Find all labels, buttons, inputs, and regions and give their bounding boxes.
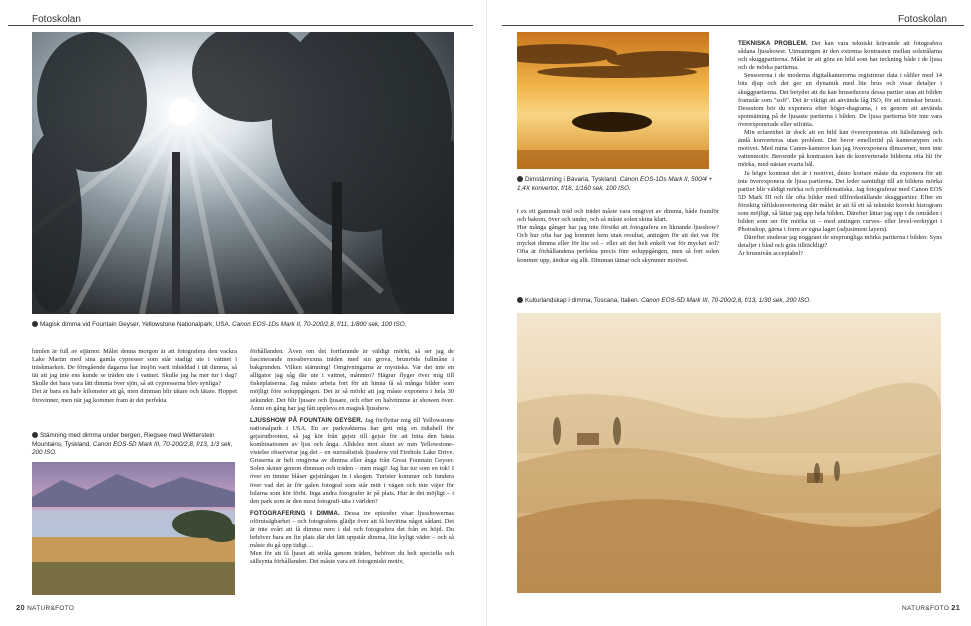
caption-forest: Magisk dimma vid Fountain Geyser, Yellowstone Nationalpark, USA. Canon EOS-1Ds Mark II, 70-200/2,8, f/11, 1/800 sek, 100 ISO. bbox=[32, 321, 462, 330]
bavaria-fog-photo bbox=[517, 32, 709, 169]
lake-mountains-photo bbox=[32, 462, 235, 595]
forest-sunburst-photo bbox=[32, 32, 454, 314]
magazine-name-left: NATUR&FOTO bbox=[27, 605, 75, 612]
right-col1-text: t ex ett gammalt träd och trädet måste vara omgivet av dimma, både framför och bakom, över och under, och så måste solen skina klart. Hur många gånger har jag inte försökt att fotografera en liknande ljusshow? Och hur ofta har jag kommit hem utan resultat, antingen för att det var för mycket dimma eller för lite sol – eller att det helt enkelt var för mycket sol? Ofta är förhållandena perfekta precis före soluppgången, men så fort solen kommer upp, ändrar sig allt. Dimman tätnar och skymmer motivet. bbox=[517, 208, 719, 264]
left-col2-text: förhållanden. Även om det fortfarande är väldigt mörkt, så ser jag de fascinerande mossbevuxna träden med sin grova, brunröda fullmåne i bakgrunden. Vilken stämning! Omgivningarna är mystiska. Var det inte en alligator jag såg där ute i vattnet, månntro? Hägrar flyger över mig till fiskeplatserna. Jag måste arbeta fort för att hinna få så många bilder som möjligt före soluppgången. Det är så mörkt att jag måste exponera i hela 30 sekunder. Det blir ljusare och ljusare, och efter en halvtimme är showen över. Ännu en gång har jag fått uppleva en magisk ljusshow. LJUSSHOW PÅ FOUNTAIN GEYSER. Jag förflyttar mig till Yellowstone nationalpark i USA. En av parkvakterna har gett mig en tidtabell för gejsirutbrotten, så jag kör från gejsir till gejsir för att hitta den bästa kombinationen av ljus och ånga. Alldeles mot slutet av min Yellowstone-vistelse observerar jag det – en surrealistisk ljusshow vid Firehole Lake Drive. Gruserna är helt omgivna av dimma eller ånga från Great Fountain Geyser. Solen skiner genom dimman och träden – men magi! Jag har tur som en tok! I över en timme blåser gejsirångan in i skogen. Turister kommer och fundera över vad det är för galen fotograf som står mitt i vägen och inte väjer för bilarna som kör förbi. Inga andra fotografer är på plats. Hur är det möjligt – i den park som är den mest fotografi-täta i världen? FOTOGRAFERING I DIMMA. Dessa tre episoder visar ljusshowernas oförutsägbarhet – och fotografens glädje över att få bevittna något sådant. Det är inte svårt att få dimma nere i dal och fotografera det från en höjd. Du behöver bara en fin plats där det lätt uppstår dimma, lite kyligt väder – och så måste du gå upp tidigt… Men för att få ljuset att stråla genom träden, behöver du helt speciella och sällsynta förhållanden. Det måste vara ett fotogeniskt motiv, bbox=[250, 348, 454, 566]
footer-left bbox=[16, 603, 74, 612]
section-title-right: Fotoskolan bbox=[898, 14, 947, 25]
section-title-left: Fotoskolan bbox=[32, 14, 81, 25]
tuscany-landscape-photo bbox=[517, 313, 941, 593]
footer-right bbox=[902, 603, 960, 612]
page-gutter bbox=[486, 0, 487, 626]
right-col2-text: TEKNISKA PROBLEM. Det kan vara tekniskt krävande att fotografera sådana ljusshower. Utmaningen är den extrema kontrasten mellan solstrålarna och skuggpartierna. Målet är att göra en bild som har teckning både i de ljusa och de mörka partierna. Sensorerna i de moderna digitalkamerorna registrerar data i råfiler med 14 bits djup och det ger en dynamik med lite brus och visar detaljer i skuggpartierna. Det betyder att du kan bruseducera dessa partier utan att bilden framstår som "soft". Det är viktigt att använda låg ISO, för att minskar bruset. Dessutom bör du exponera efter höger-diagrama, i ex genom att använda spotmätning på de ljusaste partierna i bilden. De ljusa partierna bör inte vara överexponerade eller utfrätta. Min erfarenhet är dock att en bild kan överexponeras ett hälsdansteg och ändå konverteras utan problem. Det beror emellertid på kameratypen och motivet. Med mina Canon-kameror kan jag överexponera dimsoener, men inte vattenmotiv. Beroende på kontrasten kan de konverterade bilderna ofta bli för mörka, med nästan svarta hål. Ju högre kontrast det är i motivet, desto kortare måste du exponera för att inte överexponera de ljusa partierna. Det leder samtidigt till att bildens mörka partier blir väldigt mörka och problematiska. Jag fotograferar med Canon EOS 5D Mark III och får ofta bilder med tillfredsställande skuggpartier. Efter en försiktig råfilskonvertering där målet är att få ett så tekniskt korrekt histogram som möjligt, så lättar jag upp hela bilden. Därefter lättar jag upp i de områden i bilden som ser för mörka ut – med antingen curves- eller level-verktyget i Photoshop, gärna i form av egna lager (adjustment layers). Därefter studerar jag noggrant de ursprungliga mörka partierna i bilden: Syns detaljer i blad och gräs tillräckligt? Är brusnivån acceptabel? bbox=[738, 40, 942, 258]
caption-lake: Stämning med dimma under bergen, Riegsee med Wetterstein Mountains, Tyskland. Canon EOS-5D Mark III, 70-200/2,8, f/13, 1/3 sek, 200 ISO. bbox=[32, 432, 233, 457]
page-number-right: 21 bbox=[951, 603, 961, 612]
camera-bullet-icon bbox=[517, 176, 523, 182]
header-rule-right bbox=[502, 25, 964, 26]
camera-bullet-icon bbox=[32, 432, 38, 438]
caption-tuscany: Kulturlandskap i dimma, Toscana, Italien. Canon EOS-5D Mark III, 70-200/2,8, f/13, 1/30 sek, 200 ISO. bbox=[517, 297, 947, 306]
magazine-name-right: NATUR&FOTO bbox=[902, 605, 950, 612]
left-col1-text: himlen är full av stjärnor. Målet denna morgon är att fotografera den vackra Lake Martin med sina gamla cypresser som står stadigt ute i vattnet i träskmarken. De föregående dagarna har insjön varit inbäddad i tät dimma, så tät att jag inte ens kunde se träden ute i vattnet. Skulle jag ha mer tur i dag? Skulle det bara vara lätt dimma över sjön, så att cypresserna blev synliga? Det är bara en halv kilometer att gå, men dimman blir tätare och tätare. Hoppet försvinner, men när jag kommer fram är det perfekta bbox=[32, 348, 237, 404]
page-number-left: 20 bbox=[16, 603, 25, 612]
caption-bavaria: Dimstämning i Bavaria, Tyskland. Canon EOS-1Ds Mark II, 500/4 + 1,4X konvertor, f/16, 1/160 sek, 100 ISO. bbox=[517, 176, 713, 192]
camera-bullet-icon bbox=[32, 321, 38, 327]
header-rule-left bbox=[8, 25, 473, 26]
camera-bullet-icon bbox=[517, 297, 523, 303]
